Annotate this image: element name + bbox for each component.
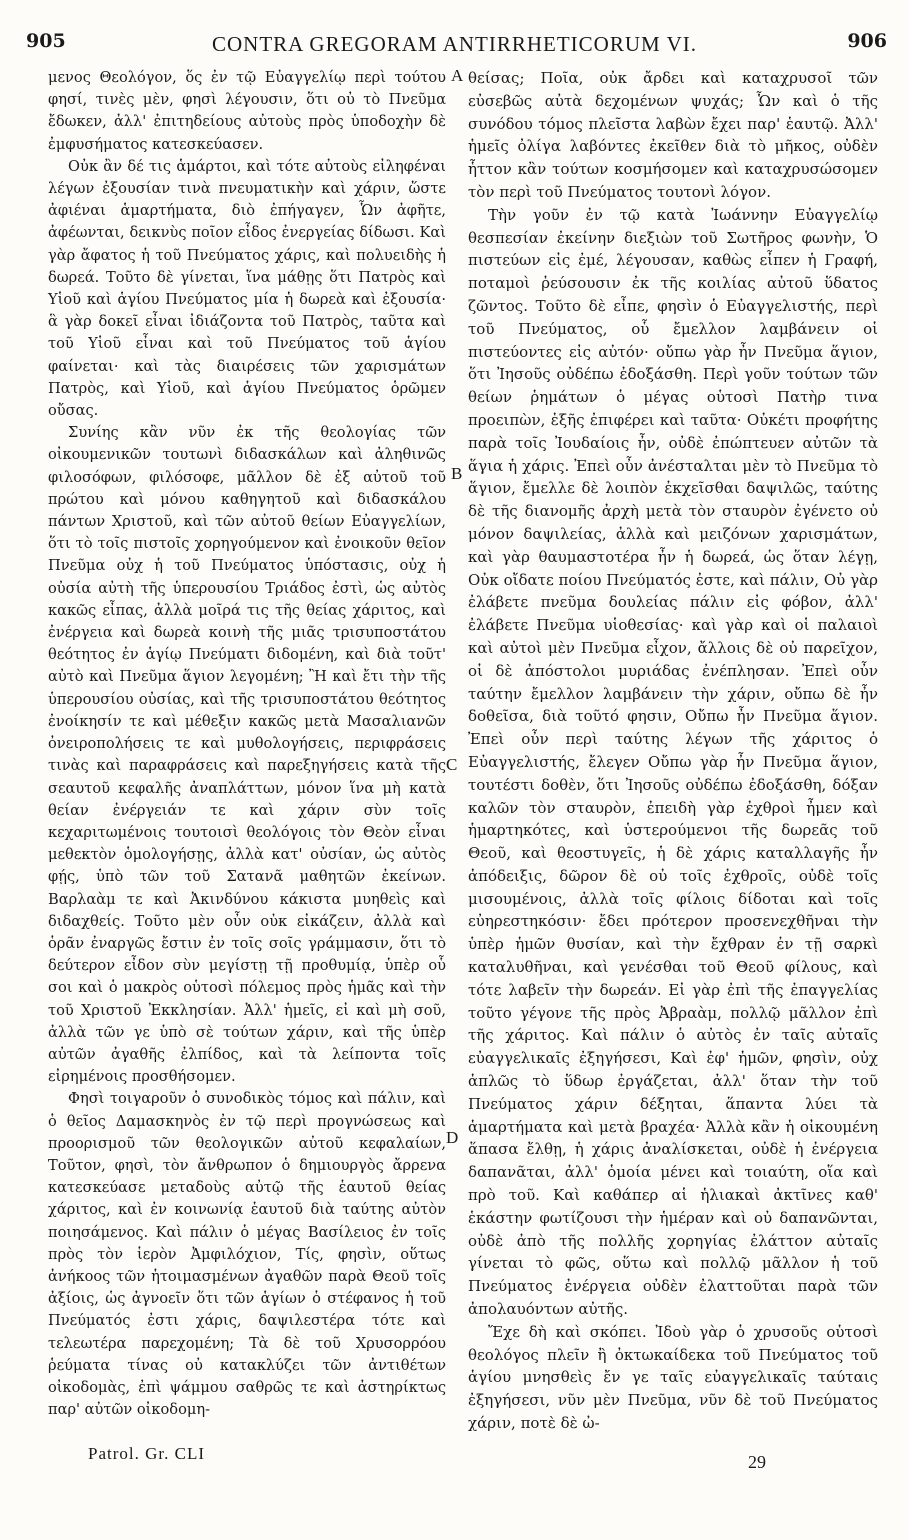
running-title: CONTRA GREGORAM ANTIRRHETICORUM VI. [212,32,697,56]
right-paragraph-1: θείσας; Ποῖα, οὐκ ἄρδει καὶ καταχρυσοῖ τῶν εὐσεβῶς αὐτὰ δεχομένων ψυχάς; Ὧν καὶ ὁ τῆς συνόδου τόμος πλεῖστα λαβὼν ἔχει παρ' ἑαυτῷ. Ἀλλ' ἡμεῖς ὀλίγα λαβόντες ἐκεῖθεν διὰ τὸ μῆκος, οὐδὲν ἧττον κἂν τούτων κοσμήσομεν καὶ καταχρυσώσομεν τὸν περὶ τοῦ Πνεύματος τουτονὶ λόγον. [468,69,878,201]
margin-marker-d: D [446,1128,459,1147]
margin-marker-b: B [451,464,463,483]
right-page-number: 906 [847,30,887,52]
signature-mark: 29 [748,1452,766,1472]
left-paragraph-4: Φησὶ τοιγαροῦν ὁ συνοδικὸς τόμος καὶ πάλιν, καὶ ὁ θεῖος Δαμασκηνὸς ἐν τῷ περὶ προγνώσεως καὶ προορισμοῦ τῶν θεολογικῶν αὐτοῦ κεφαλαίων, Τοῦτον, φησὶ, τὸν ἄνθρωπον ὁ δημιουργὸς ἄρρενα κατεσκεύασε μεταδοὺς αὐτῷ τῆς ἑαυτοῦ θείας χάριτος, καὶ ἐν κοινωνίᾳ ἑαυτοῦ διὰ ταύτης αὐτὸν ποιησάμενος. Καὶ πάλιν ὁ μέγας Βασίλειος ἐν τοῖς πρὸς τὸν ἱερὸν Ἀμφιλόχιον, Τίς, φησὶν, οὕτως ἀνήκοος τῶν ἡτοιμασμένων ἀγαθῶν παρὰ Θεοῦ τοῖς ἀξίοις, ὡς ἀγνοεῖν ὅτι τῶν ἁγίων ὁ στέφανος ἡ τοῦ Πνεύματός ἐστι χάρις, δαψιλεστέρα τότε καὶ τελεωτέρα παρεχομένη; Τὰ δὲ τοῦ Χρυσορρόου ῥεύματα τίνας οὐ κατακλύζει τῶν ἀντιθέτων οἰκοδομὰς, ἐπὶ ψάμμου σαθρῶς τε καὶ ἀστηρίκτως παρ' αὐτῶν οἰκοδομη- [48,1090,446,1419]
left-paragraph-1: μενος Θεολόγον, ὅς ἐν τῷ Εὐαγγελίῳ περὶ τούτου φησί, τινὲς μὲν, φησὶ λέγουσιν, ὅτι οὐ τὸ Πνεῦμα ἔδωκεν, ἀλλ' ἐπιτηδείους αὐτοὺς πρὸς ὑποδοχὴν δὲ ἐμφυσήματος κατεσκεύασεν. [48,69,446,153]
left-column [48,67,446,1421]
margin-marker-a: A [451,66,464,85]
right-column [468,67,878,1435]
series-footer: Patrol. Gr. CLI [88,1444,205,1463]
right-paragraph-2: Τὴν γοῦν ἐν τῷ κατὰ Ἰωάννην Εὐαγγελίῳ θεσπεσίαν ἐκείνην διεξιὼν τοῦ Σωτῆρος φωνὴν, Ὁ πιστεύων εἰς ἐμέ, λέγουσαν, καθὼς εἶπεν ἡ Γραφή, ποταμοὶ ῥεύσουσιν ἐκ τῆς κοιλίας αὐτοῦ ὕδατος ζῶντος. Τοῦτο δὲ εἶπε, φησὶν ὁ Εὐαγγελιστής, περὶ τοῦ Πνεύματος, οὗ ἔμελλον λαμβάνειν οἱ πιστεύοντες εἰς αὐτόν· οὔπω γὰρ ἦν Πνεῦμα ἅγιον, ὅτι Ἰησοῦς οὐδέπω ἐδοξάσθη. Περὶ γοῦν τούτων τῶν θείων ῥημάτων ὁ μέγας οὑτοσὶ Πατὴρ τινα προειπὼν, ἑξῆς ἐπιφέρει καὶ ταῦτα· Οὐκέτι προφήτης παρὰ τοῖς Ἰουδαίοις ἦν, οὐδὲ ἐπώπτευεν αὐτῶν τὰ ἅγια ἡ χάρις. Ἐπεὶ οὖν ἀνέσταλται μὲν τὸ Πνεῦμα τὸ ἅγιον, ἔμελλε δὲ λοιπὸν ἐκχεῖσθαι δαψιλῶς, ταύτης δὲ τῆς διανομῆς ἀρχὴ μετὰ τὸν σταυρὸν ἐγένετο οὐ μόνον δαψιλείας, ἀλλὰ καὶ μειζόνων χαρισμάτων, καὶ γὰρ θαυμαστοτέρα ἦν ἡ δωρεά, ὡς ὅταν λέγῃ, Οὐκ οἴδατε ποίου Πνεύματός ἐστε, καὶ πάλιν, Οὐ γὰρ ἐλάβετε πνεῦμα δουλείας πάλιν εἰς φόβον, ἀλλ' ἐλάβετε Πνεῦμα υἱοθεσίας· καὶ γὰρ καὶ οἱ παλαιοὶ καὶ αὐτοὶ μὲν Πνεῦμα εἶχον, ἄλλοις δὲ οὐ παρεῖχον, οἱ δὲ ἀπόστολοι μυριάδας ἐνέπλησαν. Ἐπεὶ οὖν ταύτην ἔμελλον λαμβάνειν τὴν χάριν, οὔπω δὲ ἦν δοθεῖσα, διὰ τοῦτό φησιν, Οὔπω ἦν Πνεῦμα ἅγιον. Ἐπεὶ οὖν περὶ ταύτης λέγων τῆς χάριτος ὁ Εὐαγγελιστής, ἔλεγεν Οὔπω γὰρ ἦν Πνεῦμα ἅγιον, τουτέστι δοθὲν, ὅτι Ἰησοῦς οὐδέπω ἐδοξάσθη, δόξαν καλῶν τὸν σταυρὸν, ἐπειδὴ γὰρ ἐχθροὶ ἦμεν καὶ ἡμαρτηκότες, καὶ ὑστερούμενοι τῆς δωρεᾶς τοῦ Θεοῦ, καὶ θεοστυγεῖς, ἡ δὲ χάρις καταλλαγῆς ἦν ἀπόδειξις, δῶρον δὲ οὐ τοῖς ἐχθροῖς, οὐδὲ τοῖς μισουμένοις, ἀλλὰ τοῖς φίλοις δίδοται καὶ τοῖς εὐηρεστηκόσιν· ἔδει πρότερον προσενεχθῆναι τὴν ὑπὲρ ἡμῶν θυσίαν, καὶ τὴν ἔχθραν ἐν τῇ σαρκὶ καταλυθῆναι, καὶ γενέσθαι τοῦ Θεοῦ φίλους, καὶ τότε λαβεῖν τὴν δωρεάν. Εἰ γὰρ ἐπὶ τῆς ἐπαγγελίας τοῦτο γέγονε τῆς πρὸς Ἀβραὰμ, πολλῷ μᾶλλον ἐπὶ τῆς χάριτος. Καὶ πάλιν ὁ αὐτὸς ἐν ταῖς αὐταῖς εὐαγγελικαῖς ἐξηγήσεσι, Καὶ ἐφ' ἡμῶν, φησὶν, οὐχ ἁπλῶς τὸ ὕδωρ ἐργάζεται, ἀλλ' ὅταν τὴν τοῦ Πνεύματος χάριν δέξηται, ἅπαντα λύει τὰ ἁμαρτήματα καὶ μετὰ βραχέα· Ἀλλὰ κἂν ἡ οἰκουμένη ἅπασα ἔλθῃ, ἡ χάρις ἀναλίσκεται, οὐδὲ ἡ ἐνέργεια δαπανᾶται, ἀλλ' ὁμοία μένει καὶ τοιαύτη, οἵα καὶ πρὸ τοῦ. Καὶ καθάπερ αἱ ἡλιακαὶ ἀκτῖνες καθ' ἑκάστην φωτίζουσι τὴν ἡμέραν καὶ οὐ δαπανῶνται, οὐδὲ ἀπὸ τῆς πολλῆς χορηγίας ἐλάττον αὐταῖς γίνεται τὸ φῶς, οὕτω καὶ πολλῷ μᾶλλον ἡ τοῦ Πνεύματος ἐνέργεια οὐδὲν ἐλαττοῦται παρὰ τῶν ἀπολαυόντων αὐτῆς. [468,205,878,1319]
left-paragraph-2: Οὐκ ἂν δέ τις ἁμάρτοι, καὶ τότε αὐτοὺς εἰληφέναι λέγων ἐξουσίαν τινὰ πνευματικὴν καὶ χάριν, ὥστε ἀφιέναι ἁμαρτήματα, διὸ ἐπήγαγεν, Ὧν ἀφῆτε, ἀφέωνται, δεικνὺς ποῖον εἶδος ἐνεργείας δίδωσι. Καὶ γὰρ ἄφατος ἡ τοῦ Πνεύματος χάρις, καὶ πολυειδὴς ἡ δωρεά. Τοῦτο δὲ γίνεται, ἵνα μάθῃς ὅτι Πατρὸς καὶ Υἱοῦ καὶ ἁγίου Πνεύματος μία ἡ δωρεὰ καὶ ἐξουσία· ἃ γὰρ δοκεῖ εἶναι ἰδιάζοντα τοῦ Πατρὸς, ταῦτα καὶ τοῦ Υἱοῦ εἶναι καὶ τοῦ Πνεύματος τοῦ ἁγίου φαίνεται· καὶ τὰς διαιρέσεις τῶν χαρισμάτων Πατρὸς, καὶ Υἱοῦ, καὶ ἁγίου Πνεύματος ὁρῶμεν οὔσας. [48,157,446,420]
page-header [22,30,887,56]
left-page-number: 905 [26,30,66,52]
right-paragraph-3: Ἔχε δὴ καὶ σκόπει. Ἰδοὺ γὰρ ὁ χρυσοῦς οὑτοσὶ θεολόγος πλεῖν ἢ ὀκτωκαίδεκα τοῦ Πνεύματος τοῦ ἁγίου μνησθεὶς ἔν γε ταῖς εὐαγγελικαῖς ταύταις ἐξηγήσεσι, νῦν μὲν Πνεῦμα, νῦν δὲ τοῦ Πνεύματος χάριν, ποτὲ δὲ ὠ- [468,1322,878,1433]
left-paragraph-3: Συνίης κἂν νῦν ἐκ τῆς θεολογίας τῶν οἰκουμενικῶν τουτωνὶ διδασκάλων καὶ ἀληθινῶς φιλοσόφων, φιλόσοφε, μᾶλλον δὲ ἐξ αὐτοῦ τοῦ πρώτου καὶ μόνου καθηγητοῦ καὶ διδασκάλου πάντων Χριστοῦ, καὶ τῶν αὐτοῦ θείων Εὐαγγελίων, ὅτι τὸ τοῖς πιστοῖς χορηγούμενον καὶ ἐνοικοῦν θεῖον Πνεῦμα οὐχ ἡ τοῦ Πνεύματος ὑπόστασις, οὐχ ἡ οὐσία αὐτὴ τῆς ὑπερουσίου Τριάδος ἐστὶ, ὡς αὐτὸς κακῶς εἶπας, ἀλλὰ μοῖρά τις τῆς θείας χάριτος, καὶ ἐνέργεια καὶ δωρεὰ κοινὴ τῆς μιᾶς τρισυποστάτου θεότητος ἐν ἁγίῳ Πνεύματι διδομένη, καὶ διὰ τοῦτ' αὐτὸ καὶ Πνεῦμα ἅγιον λεγομένη; Ἢ καὶ ἔτι τὴν τῆς ὑπερουσίου οὐσίας, καὶ τῆς τρισυποστάτου θεότητος ἐνοίκησίν τε καὶ μέθεξιν κακῶς μετὰ Μασαλιανῶν ὀνειροπολήσεις τε καὶ μυθολογήσεις, περιφράσεις τινὰς καὶ παραφράσεις καὶ παρεξηγήσεις κατὰ τῆς σεαυτοῦ κεφαλῆς ἀναπλάττων, μόνον ἵνα μὴ κατὰ θείαν ἐνέργειάν τε καὶ χάριν σὺν τοῖς κεχαριτωμένοις τουτοισὶ θεολόγοις τὸν Θεὸν εἶναι μεθεκτὸν ὁμολογήσῃς, ἀλλὰ κατ' οὐσίαν, ὡς αὐτὸς φῄς, ὑπὸ τῶν τοῦ Σατανᾶ μαθητῶν ἐκείνων. Βαρλαὰμ τε καὶ Ἀκινδύνου κάκιστα μυηθεὶς καὶ διδαχθείς. Τοῦτο μὲν οὖν οὐκ εἰκάζειν, ἀλλὰ καὶ ὁρᾶν ἐναργῶς ἔστιν ἐν τοῖς σοῖς γράμμασιν, ὅτι τὸ δεύτερον εἶδον σὺν μεγίστῃ τῇ προθυμίᾳ, ὑπὲρ οὗ σοι καὶ ὁ μακρὸς οὑτοσὶ πόλεμος πρὸς ἡμᾶς καὶ τὴν τοῦ Χριστοῦ Ἐκκλησίαν. Ἀλλ' ἡμεῖς, εἰ καὶ μὴ σοῦ, ἀλλὰ τῶν γε ὑπὸ σὲ τούτων χάριν, καὶ τῆς ὑπὲρ αὐτῶν ἀγαθῆς ἐλπίδος, καὶ τὰ λείποντα τοῖς εἰρημένοις προσθήσομεν. [48,424,446,1086]
margin-marker-c: C [446,755,458,774]
